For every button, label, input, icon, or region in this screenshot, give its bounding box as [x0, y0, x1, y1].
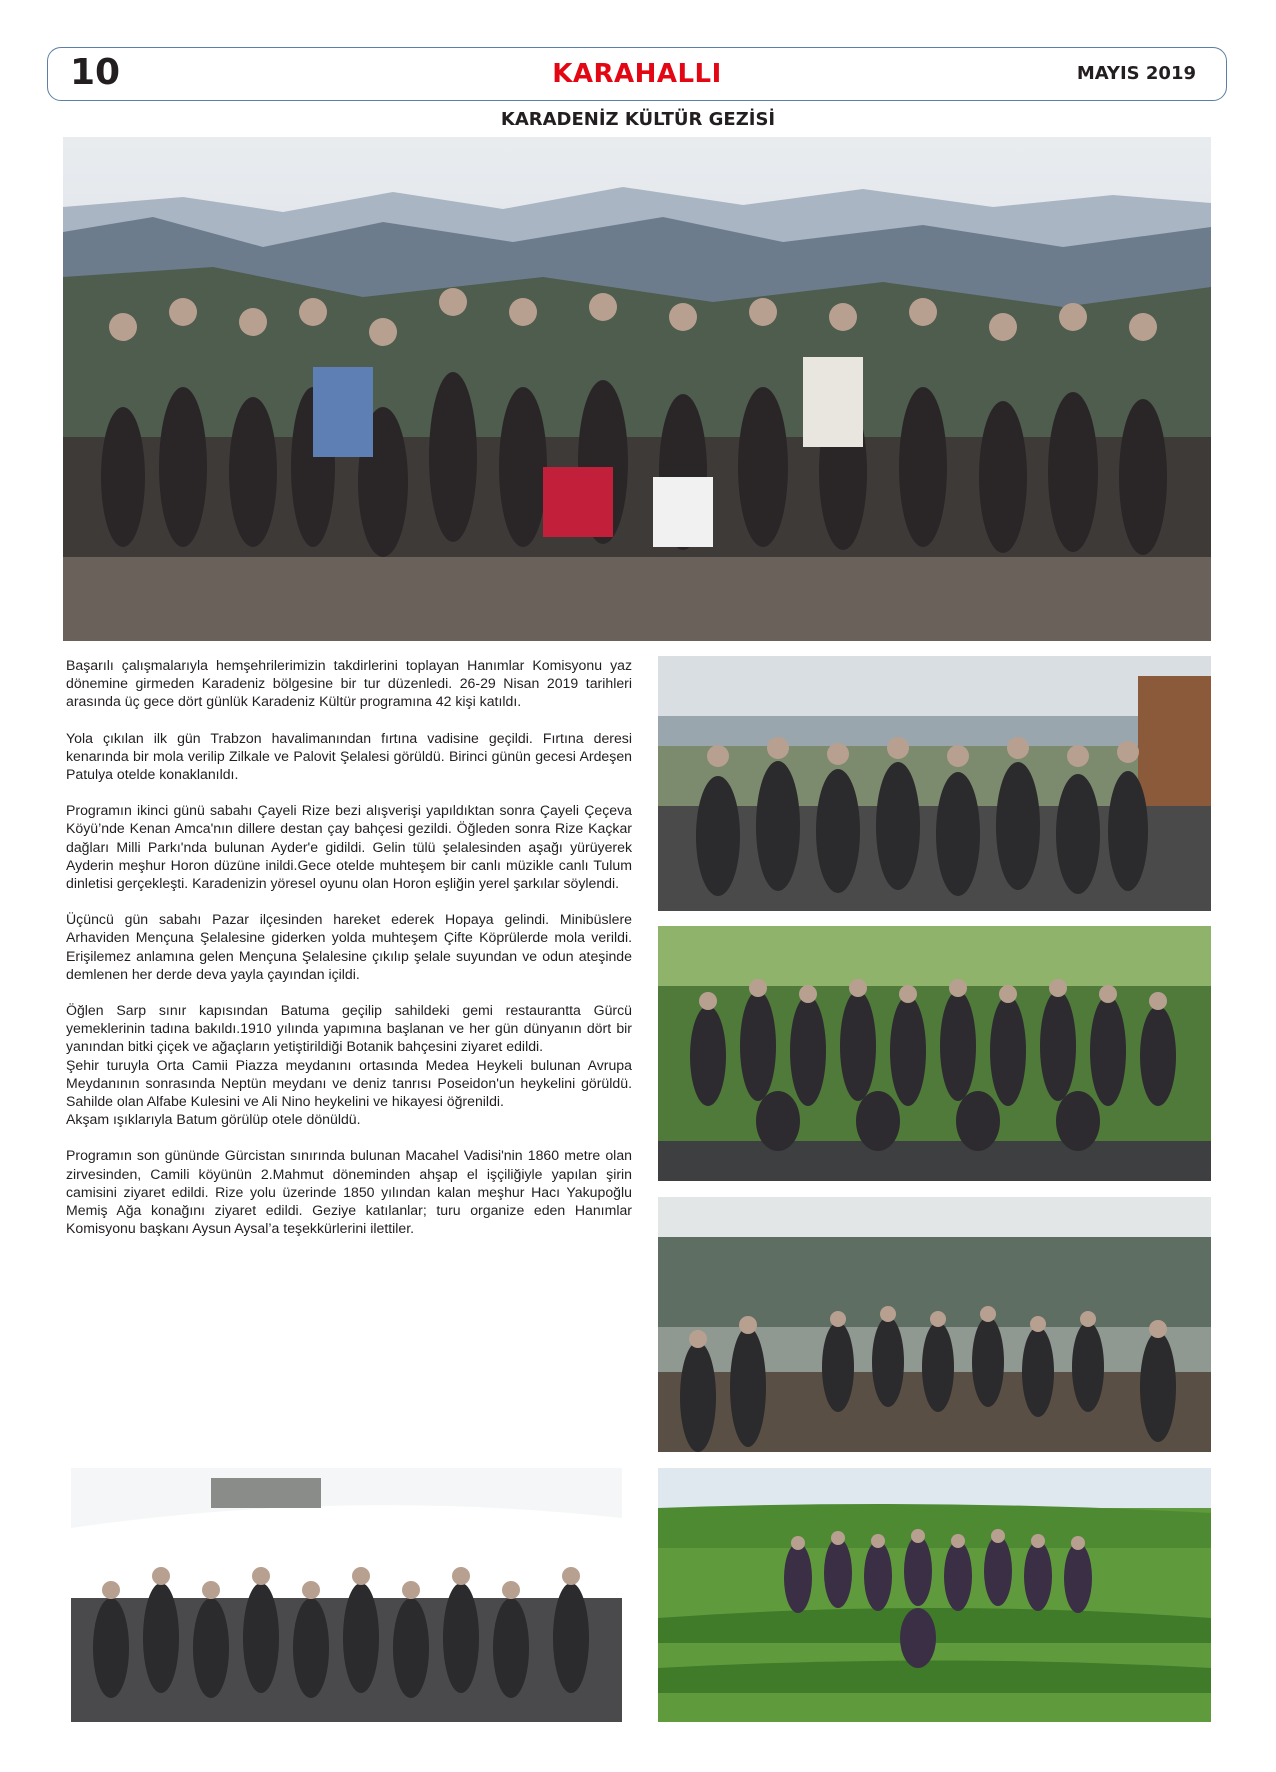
group-photo-city-overlook-icon [658, 656, 1211, 911]
article-paragraph: Yola çıkılan ilk gün Trabzon havalimanından fırtına vadisine geçildi. Fırtına deresi kenarında bir mola verilip Zilkale ve Palovit Şelalesi görüldü. Birinci günün gecesi Ardeşen Patulya otelde konaklanıldı. [66, 729, 632, 783]
section-title: KARADENİZ KÜLTÜR GEZİSİ [500, 109, 776, 130]
group-photo-mountains-icon [63, 137, 1211, 641]
issue-date: MAYIS 2019 [1076, 63, 1196, 84]
article-paragraph: Akşam ışıklarıyla Batum görülüp otele dönüldü. [66, 1111, 361, 1128]
page-number: 10 [70, 52, 121, 93]
article-paragraph: Öğlen Sarp sınır kapısından Batuma geçilip sahildeki gemi restaurantta Gürcü yemeklerinin tadına bakıldı.1910 yılında yapımına başlanan ve her gün dünyanın dört bir yanından bitki çiçek ve ağaçların yetiştirildiği Botanik bahçesini ziyaret edildi. [66, 1002, 632, 1055]
article-body [66, 656, 632, 1255]
group-photo-tea-garden-icon [658, 1468, 1211, 1722]
group-photo-lake-icon [658, 1197, 1211, 1452]
article-paragraph: Programın son gününde Gürcistan sınırında bulunan Macahel Vadisi'nin 1860 metre olan zirvesinden, Camili köyünün 2.Mahmut döneminden ahşap el işçiliğiyle yapılan şirin camisini ziyaret edildi. Rize yolu üzerinde 1850 yılından kalan meşhur Hacı Yakupoğlu Memiş Ağa konağını ziyaret edildi. Geziye katılanlar; turu organize eden Hanımlar Komisyonu başkanı Aysun Aysal’a teşekkürlerini ilettiler. [66, 1147, 632, 1237]
article-paragraph: Programın ikinci günü sabahı Çayeli Rize bezi alışverişi yapıldıktan sonra Çayeli Çeçeva Köyü’nde Kenan Amca'nın dillere destan çay bahçesi gezildi. Öğleden sonra Rize Kaçkar dağları Milli Parkı'nda bulunan Ayder'e gidildi. Gelin tülü şelalesinden aşağı yürüyerek Ayderin meşhur Horon düzüne inildi.Gece otelde muhteşem bir canlı müzikle canlı Tulum dinletisi gerçekleşti. Karadenizin yöresel oyunu olan Horon eşliğin yerel şarkılar söylendi. [66, 802, 632, 892]
article-paragraph: Başarılı çalışmalarıyla hemşehrilerimizin takdirlerini toplayan Hanımlar Komisyonu yaz dönemine girmeden Karadeniz bölgesine bir tur düzenledi. 26-29 Nisan 2019 tarihleri arasında üç gece dört günlük Karadeniz Kültür programına 42 kişi katıldı. [66, 657, 632, 710]
newspaper-name: KARAHALLI [552, 59, 722, 89]
article-paragraph: Üçüncü gün sabahı Pazar ilçesinden hareket ederek Hopaya gelindi. Minibüslere Arhaviden Mençuna Şelalesine giderken yolda muhteşem Çifte Köprülerde mola verildi. Erişilemez anlamına gelen Mençuna Şelalesine çıkılıp şelale suyundan ve odun ateşinde demlenen her derde deva yayla çayından içildi. [66, 911, 632, 982]
group-photo-forest-icon [658, 926, 1211, 1181]
group-photo-snow-icon [71, 1468, 622, 1722]
article-paragraph: Şehir turuyla Orta Camii Piazza meydanını ortasında Medea Heykeli bulunan Avrupa Meydanının sonrasında Neptün meydanı ve deniz tanrısı Poseidon'un heykelini görüldü. Sahilde olan Alfabe Kulesini ve Ali Nino heykelini ve hikayesi öğrenildi. [66, 1056, 632, 1110]
masthead [47, 47, 1227, 101]
